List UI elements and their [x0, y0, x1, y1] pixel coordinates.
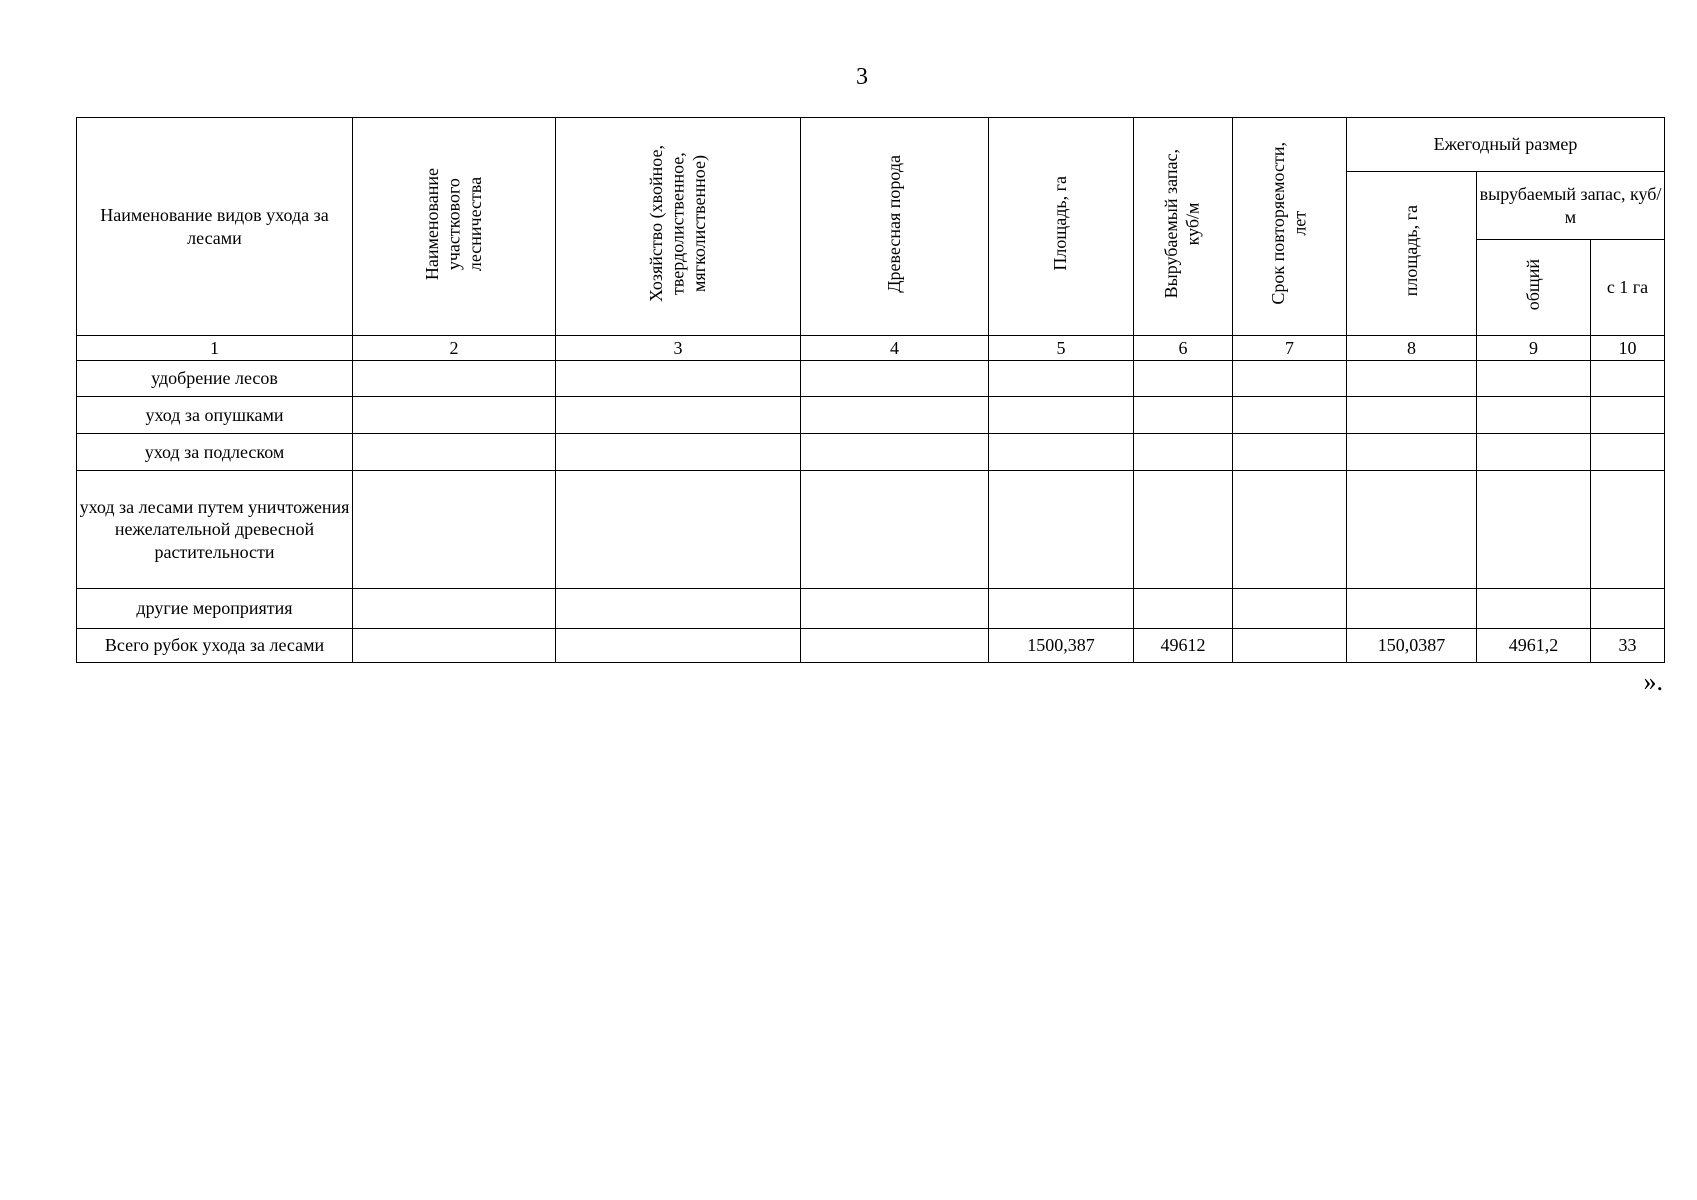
table-cell: [989, 589, 1134, 629]
header-annual-stock-total: [1477, 240, 1591, 336]
table-cell: [1477, 471, 1591, 589]
header-col4: [801, 118, 989, 336]
table-cell: [556, 361, 801, 397]
table-cell: [801, 589, 989, 629]
table-cell: [1591, 471, 1665, 589]
table-cell: [1134, 397, 1233, 434]
column-number: 6: [1134, 336, 1233, 361]
table-cell: [1134, 361, 1233, 397]
table-cell: [1233, 361, 1347, 397]
total-cell-per-ha: 33: [1591, 629, 1665, 663]
column-number: 8: [1347, 336, 1477, 361]
header-col2: [353, 118, 556, 336]
total-row: [77, 629, 1665, 663]
header-annual-group: Ежегодный размер: [1347, 118, 1665, 172]
table-cell: [1347, 471, 1477, 589]
table-cell: [801, 434, 989, 471]
table-cell: [1347, 397, 1477, 434]
table-cell: [801, 471, 989, 589]
table-cell: [1233, 397, 1347, 434]
header-col2-text: Наименование участкового лесничества: [421, 167, 485, 280]
total-cell: [1233, 629, 1347, 663]
total-cell: [801, 629, 989, 663]
table-cell: [1134, 434, 1233, 471]
table-cell: [353, 589, 556, 629]
header-annual-area: [1347, 172, 1477, 336]
header-annual-area-text: площадь, га: [1400, 205, 1421, 297]
table-cell: [353, 397, 556, 434]
header-col3: [556, 118, 801, 336]
column-number: 1: [77, 336, 353, 361]
table-cell: [1477, 361, 1591, 397]
column-number: 10: [1591, 336, 1665, 361]
table-cell: [989, 434, 1134, 471]
header-col7: [1233, 118, 1347, 336]
table-row: [77, 589, 1665, 629]
total-cell: [556, 629, 801, 663]
table-cell: [1233, 589, 1347, 629]
page-number: 3: [856, 64, 868, 90]
table-cell: [1233, 434, 1347, 471]
table-cell: [989, 397, 1134, 434]
table-cell: [801, 361, 989, 397]
column-number: 9: [1477, 336, 1591, 361]
total-row-name: Всего рубок ухода за лесами: [77, 629, 353, 663]
table-row: [77, 471, 1665, 589]
table-cell: [1347, 361, 1477, 397]
table-cell: [1477, 397, 1591, 434]
total-cell: [353, 629, 556, 663]
row-name: удобрение лесов: [77, 361, 353, 397]
header-annual-stock-total-text: общий: [1522, 259, 1543, 311]
column-number: 5: [989, 336, 1134, 361]
row-name: другие мероприятия: [77, 589, 353, 629]
header-col6-text: Вырубаемый запас, куб/м: [1161, 149, 1203, 299]
column-number: 2: [353, 336, 556, 361]
table-row: [77, 361, 1665, 397]
table-cell: [556, 471, 801, 589]
table-cell: [556, 589, 801, 629]
header-col7-text: Срок повторяемости, лет: [1267, 142, 1310, 306]
table-cell: [989, 361, 1134, 397]
header-col4-text: Древесная порода: [883, 154, 904, 293]
forest-care-table: [76, 117, 1665, 663]
total-cell-annual-area: 150,0387: [1347, 629, 1477, 663]
table-row: [77, 397, 1665, 434]
header-col5-text: Площадь, га: [1050, 176, 1071, 272]
table-cell: [1233, 471, 1347, 589]
table-cell: [1591, 589, 1665, 629]
table-cell: [1347, 434, 1477, 471]
table-cell: [1134, 589, 1233, 629]
column-number-row: [77, 336, 1665, 361]
column-number: 7: [1233, 336, 1347, 361]
header-col5: [989, 118, 1134, 336]
total-cell-annual-stock: 4961,2: [1477, 629, 1591, 663]
table-cell: [1591, 361, 1665, 397]
header-col3-text: Хозяйство (хвойное, твердолиственное, мягколиственное): [645, 145, 709, 303]
table-cell: [989, 471, 1134, 589]
table-cell: [353, 471, 556, 589]
header-col6: [1134, 118, 1233, 336]
table-cell: [801, 397, 989, 434]
table-cell: [1134, 471, 1233, 589]
closing-mark: ».: [1643, 667, 1663, 696]
table-cell: [1477, 434, 1591, 471]
table-cell: [1347, 589, 1477, 629]
total-cell-stock: 49612: [1134, 629, 1233, 663]
table-cell: [1477, 589, 1591, 629]
table-cell: [1591, 434, 1665, 471]
table-cell: [353, 434, 556, 471]
table-cell: [556, 397, 801, 434]
column-number: 3: [556, 336, 801, 361]
header-annual-stock-per-ha: с 1 га: [1591, 240, 1665, 336]
header-col1: Наименование видов ухода за лесами: [77, 118, 353, 336]
row-name: уход за опушками: [77, 397, 353, 434]
header-annual-stock-group: вырубаемый запас, куб/м: [1477, 172, 1665, 240]
table-cell: [353, 361, 556, 397]
table-cell: [556, 434, 801, 471]
table-row: [77, 434, 1665, 471]
column-number: 4: [801, 336, 989, 361]
row-name: уход за подлеском: [77, 434, 353, 471]
table-cell: [1591, 397, 1665, 434]
total-cell-area: 1500,387: [989, 629, 1134, 663]
row-name: уход за лесами путем уничтожения нежелательной древесной растительности: [77, 471, 353, 589]
